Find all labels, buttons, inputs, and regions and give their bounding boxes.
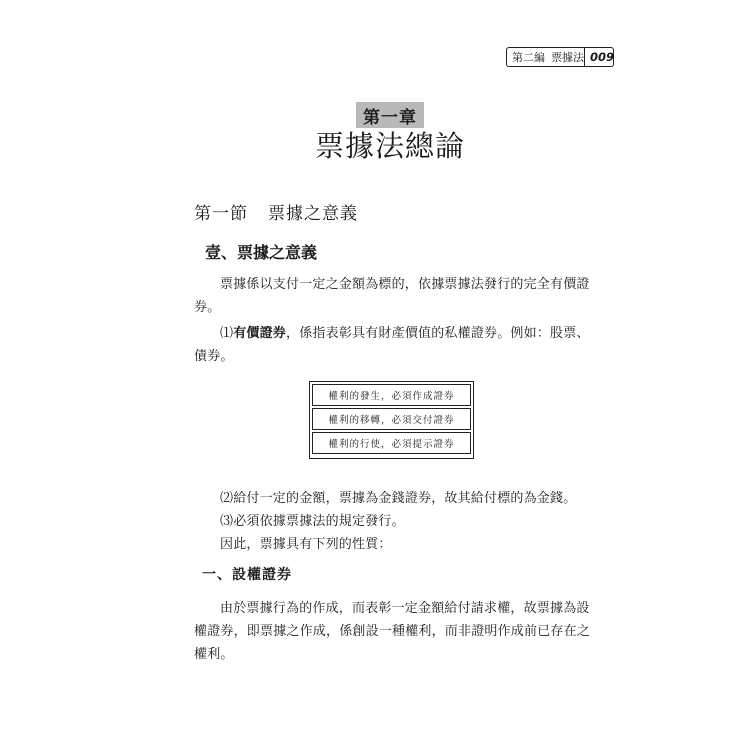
chapter-title: 票據法總論 bbox=[314, 129, 465, 163]
header-part-label: 第二編 bbox=[512, 51, 545, 64]
header-part bbox=[507, 49, 584, 65]
statement-issue: 權利的發生，必須作成證券 bbox=[312, 384, 471, 406]
chapter-label: 第一章 bbox=[356, 102, 424, 128]
statements-box bbox=[309, 381, 474, 459]
page-number: 009 bbox=[584, 48, 618, 66]
statement-transfer: 權利的移轉，必須交付證券 bbox=[312, 408, 471, 430]
running-header bbox=[506, 47, 614, 67]
paragraph-2-line-1-rest: ，係指表彰具有財產價值的私權證券。例如：股票、 bbox=[286, 326, 590, 341]
paragraph-1-line-2: 券。 bbox=[194, 300, 221, 315]
list-number-1: ⑴ bbox=[220, 326, 234, 341]
paragraph-6-line-1: 由於票據行為的作成，而表彰一定金額給付請求權，故票據為設 bbox=[220, 601, 590, 616]
subsection-heading: 壹、票據之意義 bbox=[205, 243, 318, 262]
section-title bbox=[194, 199, 358, 224]
paragraph-5: 因此，票據具有下列的性質： bbox=[220, 537, 392, 552]
paragraph-6-line-3: 權利。 bbox=[194, 647, 234, 662]
section-name: 票據之意義 bbox=[268, 204, 358, 224]
item-heading: 一、設權證券 bbox=[202, 567, 292, 583]
paragraph-6-line-2: 權證券，即票據之作成，係創設一種權利，而非證明作成前已存在之 bbox=[194, 624, 591, 639]
paragraph-4: ⑶必須依據票據法的規定發行。 bbox=[220, 514, 405, 529]
statement-exercise: 權利的行使，必須提示證券 bbox=[312, 432, 471, 454]
section-number: 第一節 bbox=[194, 204, 248, 224]
header-part-title: 票據法 bbox=[551, 51, 584, 64]
paragraph-1-line-1: 票據係以支付一定之金額為標的，依據票據法發行的完全有價證 bbox=[220, 277, 590, 292]
paragraph-2-line-1 bbox=[220, 322, 590, 341]
term-negotiable-securities: 有價證券 bbox=[233, 326, 287, 341]
paragraph-3: ⑵給付一定的金額，票據為金錢證券，故其給付標的為金錢。 bbox=[220, 491, 577, 506]
paragraph-2-line-2: 債券。 bbox=[194, 349, 234, 364]
